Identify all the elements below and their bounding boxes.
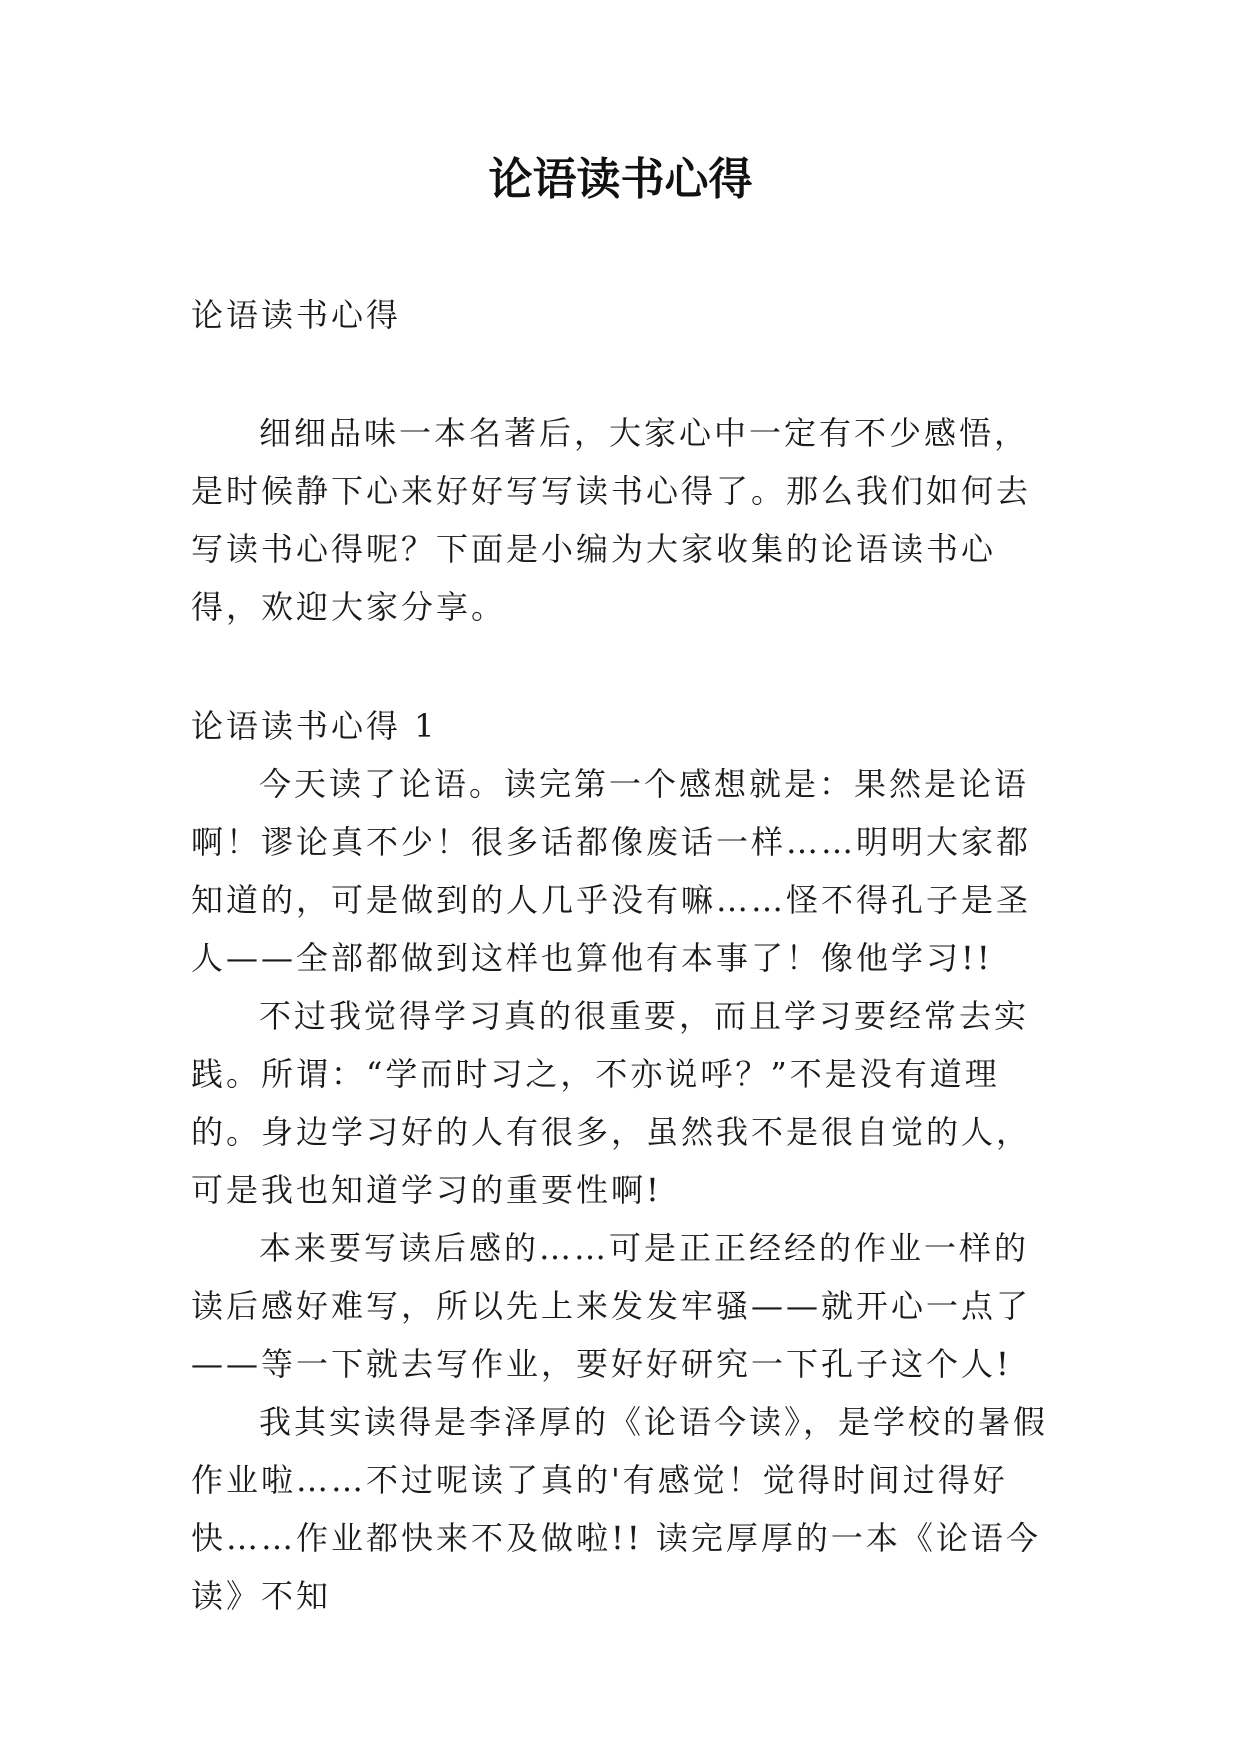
document-subtitle: 论语读书心得 [191, 296, 402, 334]
section-heading: 论语读书心得 1 [191, 707, 438, 745]
section-body [191, 755, 1051, 1625]
paragraph: 我其实读得是李泽厚的《论语今读》，是学校的暑假作业啦……不过呢读了真的'有感觉！觉得时间过得好快……作业都快来不及做啦!! 读完厚厚的一本《论语今读》不知 [191, 1403, 1049, 1615]
paragraph: 不过我觉得学习真的很重要，而且学习要经常去实践。所谓：“学而时习之，不亦说呼？”不是没有道理的。身边学习好的人有很多，虽然我不是很自觉的人，可是我也知道学习的重要性啊! [191, 997, 1032, 1209]
paragraph: 本来要写读后感的……可是正正经经的作业一样的读后感好难写，所以先上来发发牢骚——就开心一点了——等一下就去写作业，要好好研究一下孔子这个人! [191, 1229, 1032, 1383]
paragraph: 今天读了论语。读完第一个感想就是：果然是论语啊！谬论真不少！很多话都像废话一样……明明大家都知道的，可是做到的人几乎没有嘛……怪不得孔子是圣人——全部都做到这样也算他有本事了！像他学习!! [191, 765, 1032, 977]
intro-paragraph: 细细品味一本名著后，大家心中一定有不少感悟，是时候静下心来好好写写读书心得了。那么我们如何去写读书心得呢？下面是小编为大家收集的论语读书心得，欢迎大家分享。 [191, 414, 1032, 626]
document-title: 论语读书心得 [488, 154, 753, 205]
